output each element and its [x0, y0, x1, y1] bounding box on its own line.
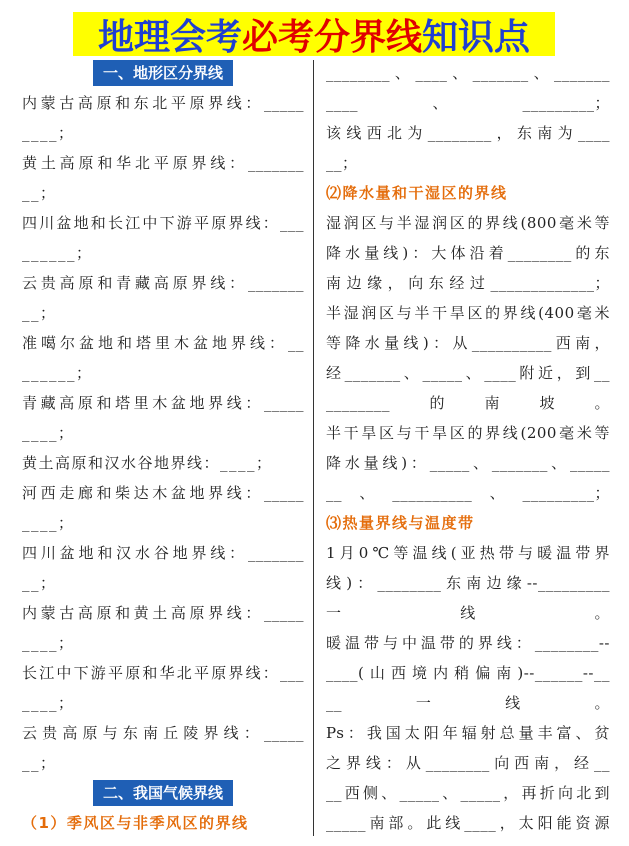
title-part-4: 知识点 — [422, 16, 531, 58]
section-heading-terrain: 一、地形区分界线 — [22, 58, 304, 88]
subsection-heading: ⑵降水量和干湿区的界线 — [326, 184, 508, 202]
text-line: 等降水量线)：从__________西南， — [326, 334, 610, 352]
right-column — [326, 58, 610, 838]
title-part-1: 地理会考 — [97, 16, 242, 58]
text-line: ________的南坡。 — [326, 394, 610, 412]
fill-in-line: ____； — [22, 634, 75, 652]
fill-in-line: 内蒙古高原和东北平原界线：_____ — [22, 94, 304, 112]
text-line: __西侧、_____、_____，再折向北到 — [326, 784, 610, 802]
text-line: 南边缘，向东经过_____________； — [326, 274, 610, 292]
title-part-2: 必考 — [241, 16, 314, 58]
fill-in-line: ____； — [22, 694, 75, 712]
text-line: 暖温带与中温带的界线：________-- — [326, 634, 610, 652]
fill-in-line: __； — [22, 184, 57, 202]
fill-in-line: 长江中下游平原和华北平原界线：___ — [22, 664, 304, 682]
fill-in-line: ____； — [22, 124, 75, 142]
fill-in-line: 准噶尔盆地和塔里木盆地界线：__ — [22, 334, 304, 352]
text-line: _____南部。此线____，太阳能资源 — [326, 814, 610, 832]
text-line: 降水量线)：大体沿着________的东 — [326, 244, 610, 262]
text-line: __； — [326, 154, 358, 172]
text-line: 半湿润区与半干旱区的界线(400毫米 — [326, 304, 610, 322]
page-title — [73, 12, 555, 56]
text-line: 一线。 — [326, 604, 610, 622]
fill-in-line: 云贵高原和青藏高原界线：_______ — [22, 274, 304, 292]
fill-in-line: 云贵高原与东南丘陵界线：_____ — [22, 724, 304, 742]
text-line: 经_______、_____、____附近，到__ — [326, 364, 610, 382]
text-line: 半干旱区与干旱区的界线(200毫米等 — [326, 424, 610, 442]
fill-in-line: 青藏高原和塔里木盆地界线：_____ — [22, 394, 304, 412]
fill-in-line: ____； — [22, 424, 75, 442]
text-line: ________、____、_______、_______ — [326, 64, 610, 82]
text-line: ____(山西境内稍偏南)--______--__ — [326, 664, 610, 682]
section-heading-climate: 二、我国气候界线 — [22, 778, 304, 808]
text-line: Ps：我国太阳年辐射总量丰富、贫 — [326, 724, 610, 742]
text-line: __、__________、_________； — [326, 484, 610, 502]
column-divider — [313, 60, 314, 836]
fill-in-line: 河西走廊和柴达木盆地界线：_____ — [22, 484, 304, 502]
fill-in-line: 黄土高原和汉水谷地界线：____； — [22, 454, 273, 472]
left-column — [22, 58, 304, 838]
fill-in-line: ____； — [22, 514, 75, 532]
text-line: 湿润区与半湿润区的界线(800毫米等 — [326, 214, 610, 232]
fill-in-line: __； — [22, 574, 57, 592]
text-line: 1月0℃等温线(亚热带与暖温带界 — [326, 544, 610, 562]
fill-in-line: __； — [22, 754, 57, 772]
text-line: 该线西北为________，东南为____ — [326, 124, 610, 142]
subsection-heading: ⑶热量界线与温度带 — [326, 514, 475, 532]
text-line: 降水量线)：_____、_______、_____ — [326, 454, 610, 472]
fill-in-line: ______； — [22, 364, 93, 382]
fill-in-line: 黄土高原和华北平原界线：_______ — [22, 154, 304, 172]
text-line: 之界线：从________向西南，经__ — [326, 754, 610, 772]
fill-in-line: 四川盆地和长江中下游平原界线：___ — [22, 214, 304, 232]
text-line: __一线。 — [326, 694, 610, 712]
text-line: ____、_________； — [326, 94, 610, 112]
fill-in-line: __； — [22, 304, 57, 322]
fill-in-line: 内蒙古高原和黄土高原界线：_____ — [22, 604, 304, 622]
subsection-heading-monsoon: （1）季风区与非季风区的界线 — [22, 814, 249, 832]
text-line: 线)：________东南边缘--_________ — [326, 574, 610, 592]
title-part-3: 分界线 — [314, 16, 423, 58]
fill-in-line: 四川盆地和汉水谷地界线：_______ — [22, 544, 304, 562]
fill-in-line: ______； — [22, 244, 93, 262]
